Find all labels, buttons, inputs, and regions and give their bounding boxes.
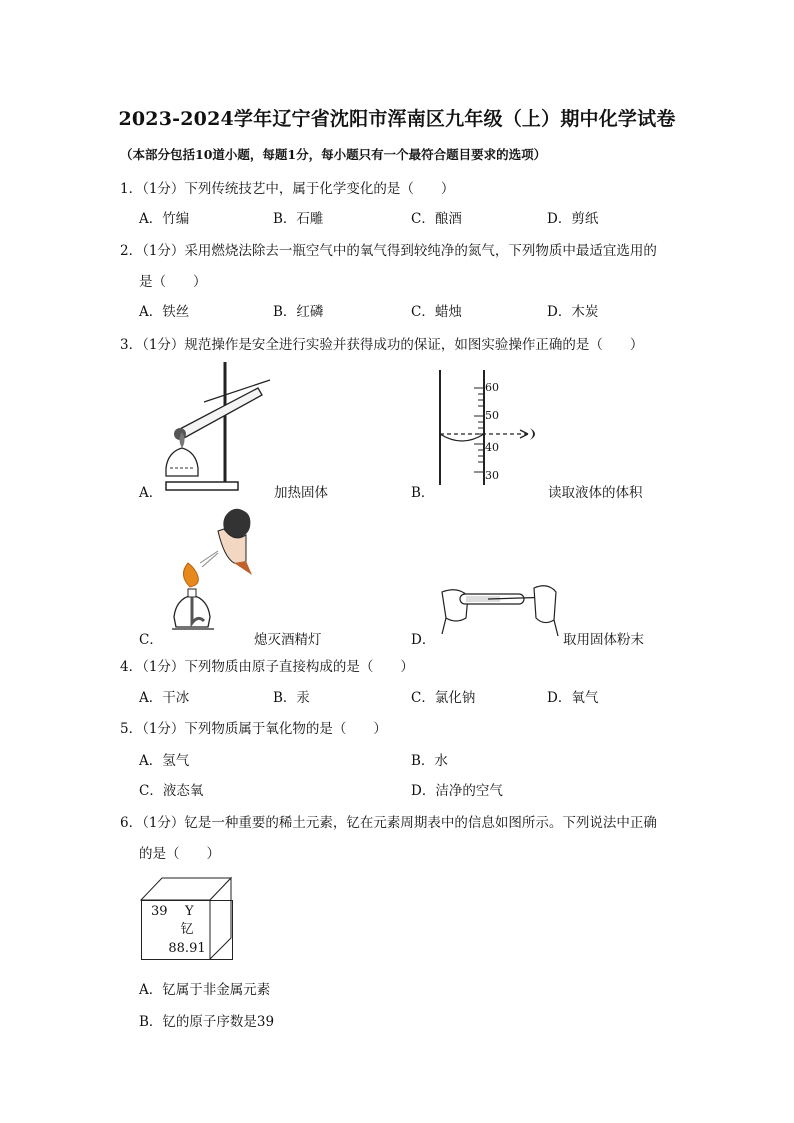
q3-option-a-caption: 加热固体 — [274, 485, 328, 501]
q3-option-b-letter[interactable]: B． — [411, 485, 435, 501]
element-cell — [141, 900, 233, 960]
question-2-stem-cont: 是（ ） — [139, 274, 207, 290]
cylinder-tick-60: 60 — [485, 381, 499, 394]
section-note: （本部分包括10道小题，每题1分，每小题只有一个最符合题目要求的选项） — [120, 147, 547, 162]
extinguish-lamp-figure — [168, 505, 258, 637]
question-2-stem: 2．（1分）采用燃烧法除去一瓶空气中的氧气得到较纯净的氮气，下列物质中最适宜选用的 — [120, 243, 657, 259]
q4-option-b[interactable]: B．汞 — [273, 690, 310, 706]
question-4-stem: 4．（1分）下列物质由原子直接构成的是（ ） — [120, 659, 414, 675]
heating-solid-figure — [158, 360, 278, 495]
q4-option-c[interactable]: C．氯化钠 — [411, 690, 476, 706]
q1-option-b[interactable]: B．石雕 — [273, 211, 324, 227]
q4-option-a[interactable]: A．干冰 — [139, 690, 190, 706]
q5-option-c[interactable]: C．液态氧 — [139, 783, 204, 799]
solid-powder-figure — [438, 578, 562, 640]
q5-option-b[interactable]: B．水 — [411, 753, 448, 769]
element-atomic-mass: 88.91 — [168, 941, 206, 956]
q4-option-d[interactable]: D．氧气 — [547, 690, 599, 706]
q3-option-d-letter[interactable]: D． — [411, 632, 436, 648]
q3-option-c-caption: 熄灭酒精灯 — [254, 632, 322, 648]
element-atomic-number: 39 — [151, 904, 168, 919]
q1-option-d[interactable]: D．剪纸 — [547, 211, 599, 227]
q2-option-c[interactable]: C．蜡烛 — [411, 304, 462, 320]
q6-option-b[interactable]: B．钇的原子序数是39 — [139, 1014, 275, 1030]
q3-option-b-caption: 读取液体的体积 — [548, 485, 643, 501]
q2-option-b[interactable]: B．红磷 — [273, 304, 324, 320]
element-symbol: Y — [185, 904, 194, 919]
q5-option-a[interactable]: A．氢气 — [139, 753, 190, 769]
cylinder-tick-50: 50 — [485, 409, 499, 422]
question-6-stem: 6．（1分）钇是一种重要的稀土元素，钇在元素周期表中的信息如图所示。下列说法中正确 — [120, 815, 657, 831]
q1-option-a[interactable]: A．竹编 — [139, 211, 190, 227]
q1-option-c[interactable]: C．酿酒 — [411, 211, 462, 227]
q2-option-a[interactable]: A．铁丝 — [139, 304, 190, 320]
question-3-stem: 3．（1分）规范操作是安全进行实验并获得成功的保证，如图实验操作正确的是（ ） — [120, 337, 644, 353]
q5-option-d[interactable]: D．洁净的空气 — [411, 783, 503, 799]
page-title: 2023-2024学年辽宁省沈阳市浑南区九年级（上）期中化学试卷 — [118, 108, 676, 130]
element-name: 钇 — [180, 922, 194, 937]
cylinder-tick-40: 40 — [485, 441, 499, 454]
q6-option-a[interactable]: A．钇属于非金属元素 — [139, 982, 271, 998]
cylinder-tick-30: 30 — [485, 469, 499, 482]
question-6-stem-cont: 的是（ ） — [139, 846, 220, 862]
question-1-stem: 1．（1分）下列传统技艺中，属于化学变化的是（ ） — [120, 181, 455, 197]
question-5-stem: 5．（1分）下列物质属于氧化物的是（ ） — [120, 721, 387, 737]
q3-option-c-letter[interactable]: C． — [139, 632, 163, 648]
q3-option-a-letter[interactable]: A． — [139, 485, 163, 501]
q3-option-d-caption: 取用固体粉末 — [563, 632, 644, 648]
q2-option-d[interactable]: D．木炭 — [547, 304, 599, 320]
